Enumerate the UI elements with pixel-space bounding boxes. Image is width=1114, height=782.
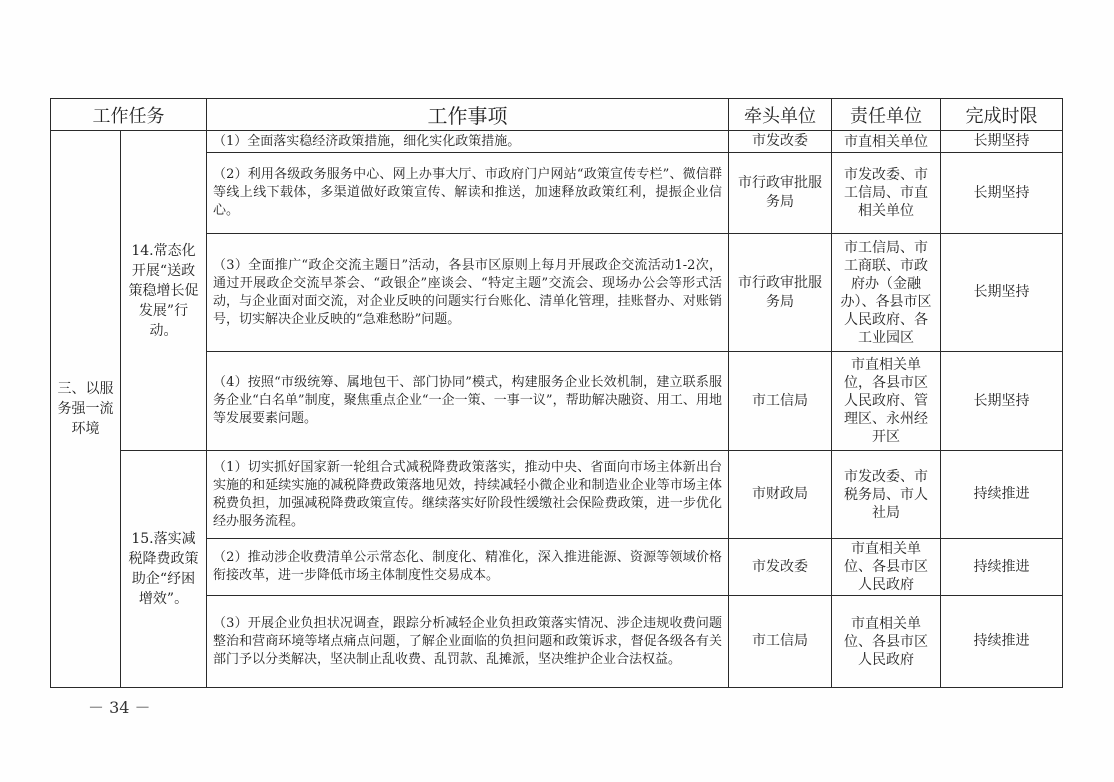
header-responsible: 责任单位 (832, 99, 941, 131)
lead-cell: 市发改委 (729, 539, 832, 596)
deadline-cell: 持续推进 (941, 539, 1063, 596)
deadline-cell: 持续推进 (941, 596, 1063, 688)
header-task: 工作任务 (51, 99, 207, 131)
item-cell: （2）推动涉企收费清单公示常态化、制度化、精准化，深入推进能源、资源等领域价格衔接改革，进一步降低市场主体制度性交易成本。 (207, 539, 729, 596)
item-cell: （1）全面落实稳经济政策措施，细化实化政策措施。 (207, 131, 729, 153)
table-header-row (51, 99, 1063, 131)
responsible-cell: 市直相关单位、各县市区人民政府 (832, 596, 941, 688)
deadline-cell: 长期坚持 (941, 352, 1063, 451)
responsible-cell: 市发改委、市税务局、市人社局 (832, 451, 941, 539)
responsible-cell: 市直相关单位、各县市区人民政府 (832, 539, 941, 596)
section-title-15: 15.落实减税降费政策助企“纾困增效”。 (121, 451, 207, 688)
lead-cell: 市工信局 (729, 352, 832, 451)
responsible-cell: 市直相关单位，各县市区人民政府、管理区、永州经开区 (832, 352, 941, 451)
header-lead: 牵头单位 (729, 99, 832, 131)
deadline-cell: 持续推进 (941, 451, 1063, 539)
item-cell: （1）切实抓好国家新一轮组合式减税降费政策落实，推动中央、省面向市场主体新出台实施的和延续实施的减税降费政策落地见效，持续减轻小微企业和制造业企业等市场主体税费负担，加强减税降费政策宣传。继续落实好阶段性缓缴社会保险费政策，进一步优化经办服务流程。 (207, 451, 729, 539)
lead-cell: 市财政局 (729, 451, 832, 539)
lead-cell: 市发改委 (729, 131, 832, 153)
responsible-cell: 市工信局、市工商联、市政府办（金融办）、各县市区人民政府、各工业园区 (832, 234, 941, 352)
table-row (51, 451, 1063, 539)
lead-cell: 市行政审批服务局 (729, 153, 832, 234)
item-cell: （3）全面推广“政企交流主题日”活动，各县市区原则上每月开展政企交流活动1-2次，通过开展政企交流早茶会、“政银企”座谈会、“特定主题”交流会、现场办公会等形式活动，与企业面对面交流，对企业反映的问题实行台账化、清单化管理，挂账督办、对账销号，切实解决企业反映的“急难愁盼”问题。 (207, 234, 729, 352)
category-cell: 三、以服务强一流环境 (51, 131, 121, 688)
deadline-cell: 长期坚持 (941, 234, 1063, 352)
table-row (51, 131, 1063, 153)
lead-cell: 市行政审批服务局 (729, 234, 832, 352)
responsible-cell: 市直相关单位 (832, 131, 941, 153)
item-cell: （4）按照“市级统筹、属地包干、部门协同”模式，构建服务企业长效机制，建立联系服务企业“白名单”制度，聚焦重点企业“一企一策、一事一议”，帮助解决融资、用工、用地等发展要素问题。 (207, 352, 729, 451)
page-number: － 34 － (88, 698, 151, 717)
lead-cell: 市工信局 (729, 596, 832, 688)
item-cell: （2）利用各级政务服务中心、网上办事大厅、市政府门户网站“政策宣传专栏”、微信群等线上线下载体，多渠道做好政策宣传、解读和推送，加速释放政策红利，提振企业信心。 (207, 153, 729, 234)
deadline-cell: 长期坚持 (941, 131, 1063, 153)
responsible-cell: 市发改委、市工信局、市直相关单位 (832, 153, 941, 234)
item-cell: （3）开展企业负担状况调查，跟踪分析减轻企业负担政策落实情况、涉企违规收费问题整治和营商环境等堵点痛点问题，了解企业面临的负担问题和政策诉求，督促各级各有关部门予以分类解决，坚决制止乱收费、乱罚款、乱摊派，坚决维护企业合法权益。 (207, 596, 729, 688)
header-item: 工作事项 (207, 99, 729, 131)
work-task-table (50, 98, 1063, 688)
deadline-cell: 长期坚持 (941, 153, 1063, 234)
header-deadline: 完成时限 (941, 99, 1063, 131)
section-title-14: 14.常态化开展“送政策稳增长促发展”行动。 (121, 131, 207, 451)
